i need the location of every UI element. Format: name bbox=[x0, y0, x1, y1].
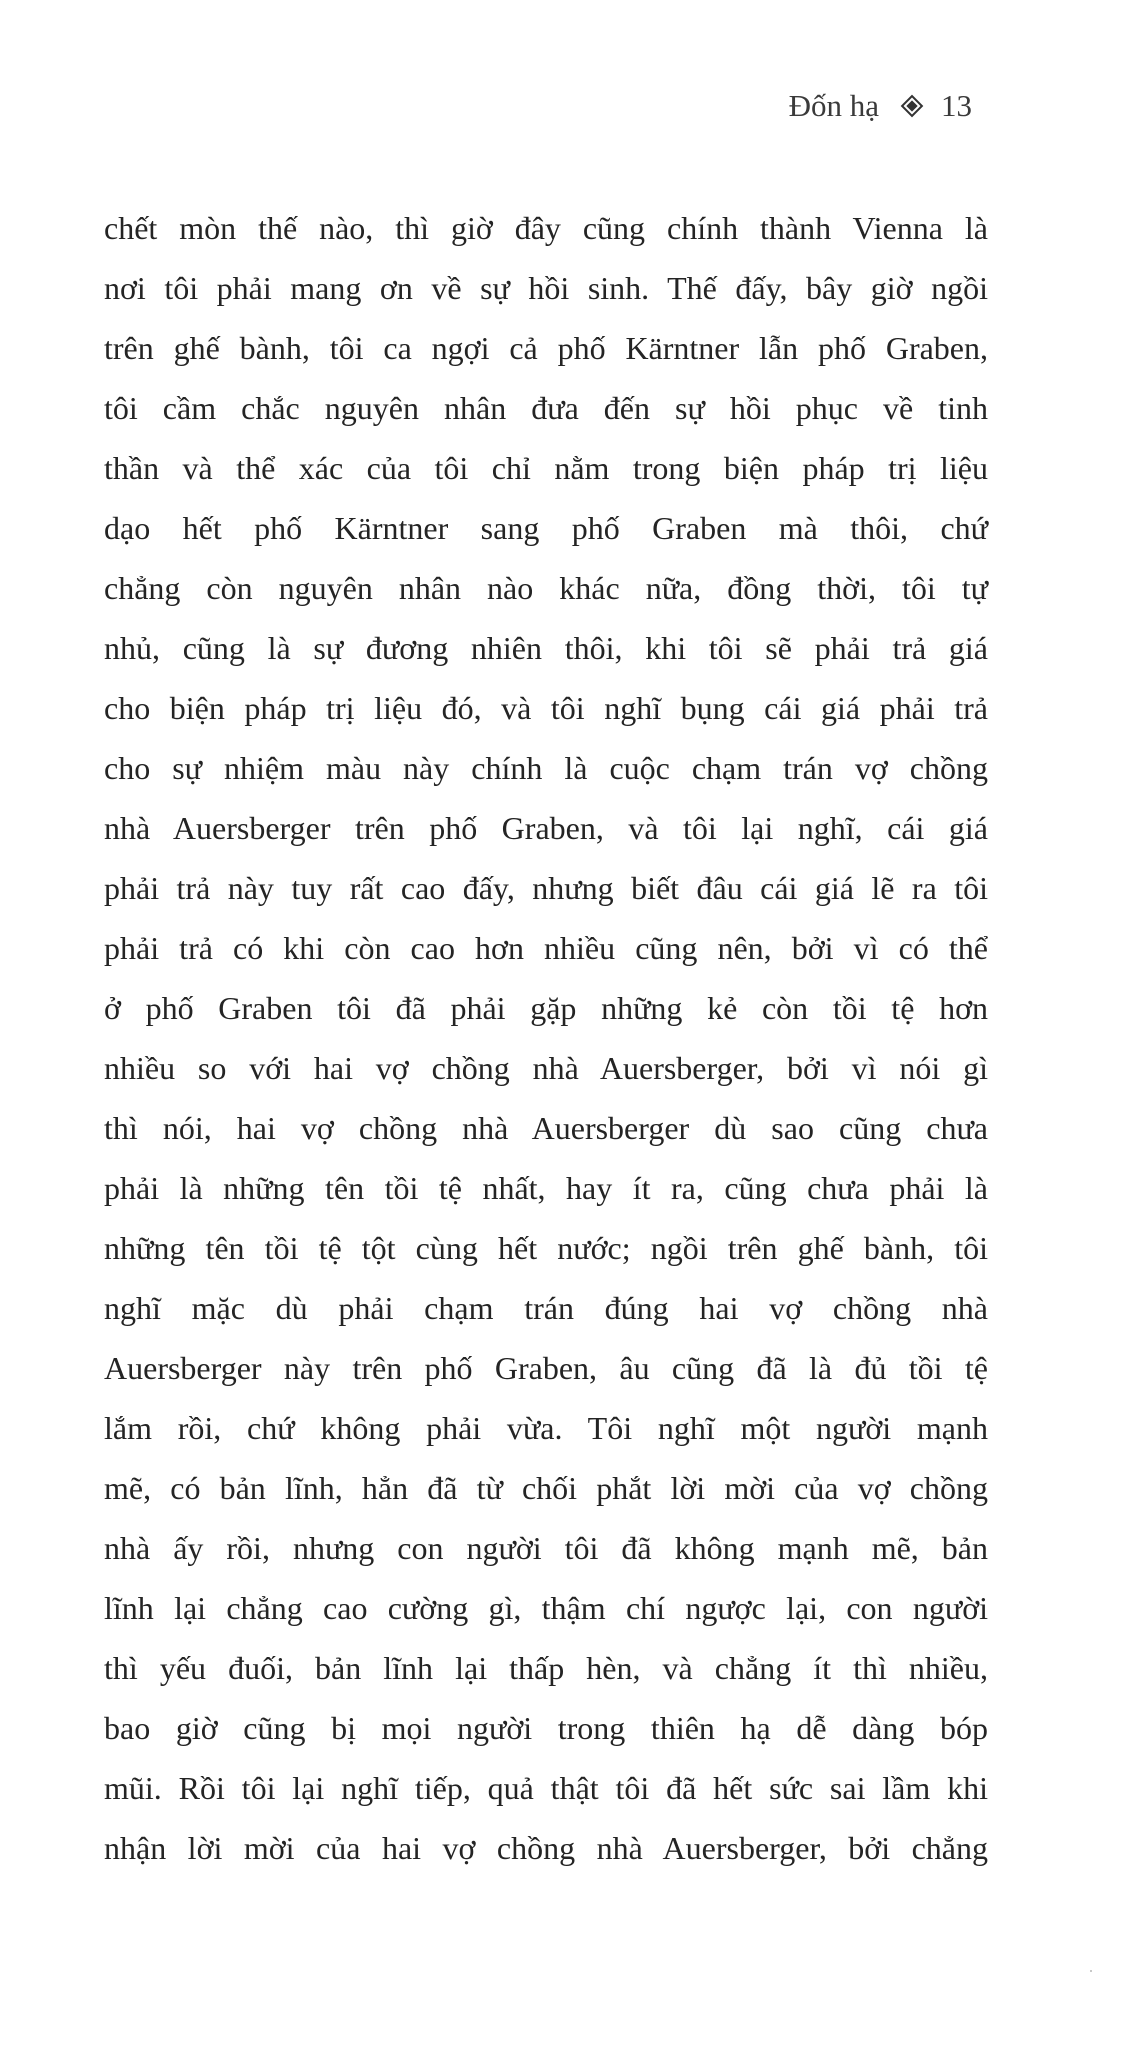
text-line: chết mòn thế nào, thì giờ đây cũng chính thành Vienna là bbox=[104, 210, 988, 246]
text-line: những tên tồi tệ tột cùng hết nước; ngồi trên ghế bành, tôi bbox=[104, 1230, 988, 1266]
text-line: trên ghế bành, tôi ca ngợi cả phố Kärntner lẫn phố Graben, bbox=[104, 330, 988, 366]
text-line: phải trả có khi còn cao hơn nhiều cũng nên, bởi vì có thể bbox=[104, 930, 988, 966]
text-line: nhà Auersberger trên phố Graben, và tôi lại nghĩ, cái giá bbox=[104, 810, 988, 846]
text-line: ở phố Graben tôi đã phải gặp những kẻ còn tồi tệ hơn bbox=[104, 990, 988, 1026]
text-line: cho biện pháp trị liệu đó, và tôi nghĩ bụng cái giá phải trả bbox=[104, 690, 988, 726]
text-line: nơi tôi phải mang ơn về sự hồi sinh. Thế đấy, bây giờ ngồi bbox=[104, 270, 988, 306]
chapter-title: Đốn hạ bbox=[788, 88, 879, 123]
text-line: Auersberger này trên phố Graben, âu cũng đã là đủ tồi tệ bbox=[104, 1350, 988, 1386]
text-line: mũi. Rồi tôi lại nghĩ tiếp, quả thật tôi đã hết sức sai lầm khi bbox=[104, 1770, 988, 1806]
text-line: thần và thể xác của tôi chỉ nằm trong biện pháp trị liệu bbox=[104, 450, 988, 486]
text-line: thì nói, hai vợ chồng nhà Auersberger dù sao cũng chưa bbox=[104, 1110, 988, 1146]
text-line: nhận lời mời của hai vợ chồng nhà Auersberger, bởi chẳng bbox=[104, 1830, 988, 1866]
text-line: bao giờ cũng bị mọi người trong thiên hạ dễ dàng bóp bbox=[104, 1710, 988, 1746]
text-line: phải trả này tuy rất cao đấy, nhưng biết đâu cái giá lẽ ra tôi bbox=[104, 870, 988, 906]
text-line: lĩnh lại chẳng cao cường gì, thậm chí ngược lại, con người bbox=[104, 1590, 988, 1626]
text-line: mẽ, có bản lĩnh, hẳn đã từ chối phắt lời mời của vợ chồng bbox=[104, 1470, 988, 1506]
text-line: phải là những tên tồi tệ nhất, hay ít ra, cũng chưa phải là bbox=[104, 1170, 988, 1206]
text-line: nhiều so với hai vợ chồng nhà Auersberger, bởi vì nói gì bbox=[104, 1050, 988, 1086]
scan-speck bbox=[1090, 1970, 1092, 1972]
page-number: 13 bbox=[941, 88, 972, 123]
diamond-icon bbox=[901, 95, 923, 117]
text-line: nhủ, cũng là sự đương nhiên thôi, khi tôi sẽ phải trả giá bbox=[104, 630, 988, 666]
text-line: dạo hết phố Kärntner sang phố Graben mà thôi, chứ bbox=[104, 510, 988, 546]
text-line: tôi cầm chắc nguyên nhân đưa đến sự hồi phục về tinh bbox=[104, 390, 988, 426]
text-line: lắm rồi, chứ không phải vừa. Tôi nghĩ một người mạnh bbox=[104, 1410, 988, 1446]
body-text bbox=[104, 198, 988, 1878]
text-line: chẳng còn nguyên nhân nào khác nữa, đồng thời, tôi tự bbox=[104, 570, 988, 606]
running-header bbox=[789, 88, 972, 124]
text-line: nghĩ mặc dù phải chạm trán đúng hai vợ chồng nhà bbox=[104, 1290, 988, 1326]
text-line: thì yếu đuối, bản lĩnh lại thấp hèn, và chẳng ít thì nhiều, bbox=[104, 1650, 988, 1686]
text-line: nhà ấy rồi, nhưng con người tôi đã không mạnh mẽ, bản bbox=[104, 1530, 988, 1566]
text-line: cho sự nhiệm màu này chính là cuộc chạm trán vợ chồng bbox=[104, 750, 988, 786]
